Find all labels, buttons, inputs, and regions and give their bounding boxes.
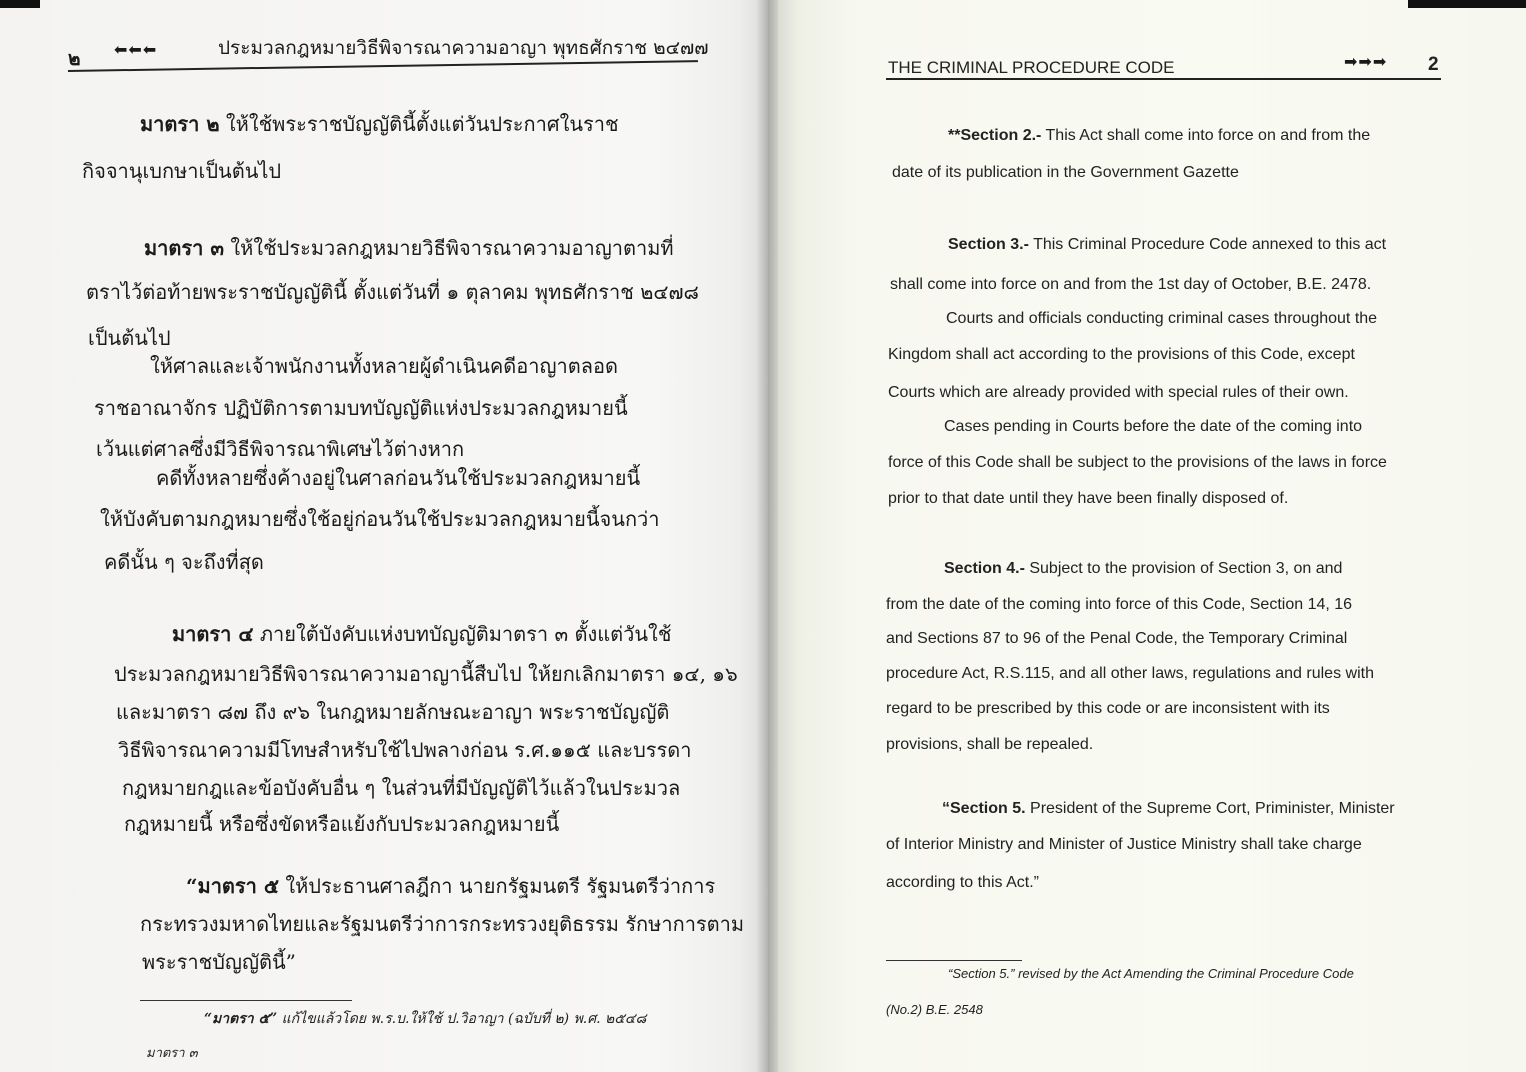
section-4-line-6: provisions, shall be repealed. [886, 736, 1094, 753]
section-label: Section 3.- [948, 236, 1029, 253]
section-4-line-5: regard to be prescribed by this code or are inconsistent with its [886, 700, 1330, 717]
section-4-line-4: procedure Act, R.S.115, and all other laws, regulations and rules with [886, 665, 1374, 682]
section-3-line-3: เป็นต้นไป [88, 326, 171, 350]
section-3-line-1 [144, 232, 674, 264]
section-4-line-1 [944, 560, 1342, 578]
footnote [204, 1008, 646, 1030]
section-text: ให้ประธานศาลฎีกา นายกรัฐมนตรี รัฐมนตรีว่าการ [285, 874, 716, 898]
left-arrows-icon: ⬅⬅⬅ [114, 40, 158, 59]
section-4-line-2: ประมวลกฎหมายวิธีพิจารณาความอาญานี้สืบไป ให้ยกเลิกมาตรา ๑๔, ๑๖ [114, 662, 738, 686]
section-text: President of the Supreme Cort, Priminister, Minister [1030, 800, 1395, 817]
footer-text: มาตรา ๓ [146, 1046, 198, 1061]
section-5-line-1 [186, 870, 715, 902]
book-spine-shadow [756, 0, 778, 1072]
section-4-line-1 [172, 618, 671, 650]
section-4-line-4: วิธีพิจารณาความมีโทษสำหรับใช้ไปพลางก่อน ร.ศ.๑๑๕ และบรรดา [118, 738, 692, 762]
section-3-para-3-line-2: force of this Code shall be subject to the provisions of the laws in force [888, 454, 1387, 471]
section-3-para-3-line-1: Cases pending in Courts before the date of the coming into [944, 418, 1363, 435]
footnote-rule [886, 960, 1022, 961]
section-3-para-2-line-3: Courts which are already provided with special rules of their own. [888, 384, 1349, 401]
right-page-english [768, 0, 1526, 1072]
section-text: This Criminal Procedure Code annexed to this act [1033, 236, 1387, 253]
section-5-line-1 [942, 800, 1395, 818]
section-4-line-3: และมาตรา ๘๗ ถึง ๙๖ ในกฎหมายลักษณะอาญา พระราชบัญญัติ [116, 700, 670, 724]
section-text: This Act shall come into force on and from the [1045, 127, 1371, 144]
section-4-line-5: กฎหมายกฎและข้อบังคับอื่น ๆ ในส่วนที่มีบัญญัติไว้แล้วในประมวล [122, 776, 681, 800]
section-3-line-1 [948, 236, 1386, 254]
section-3-para-3-line-3: prior to that date until they have been finally disposed of. [888, 490, 1289, 507]
section-3-para-2-line-2: ราชอาณาจักร ปฏิบัติการตามบทบัญญัติแห่งประมวลกฎหมายนี้ [94, 396, 628, 420]
section-label: “มาตรา ๕ [186, 874, 279, 898]
section-5-line-2: of Interior Ministry and Minister of Justice Ministry shall take charge [886, 836, 1362, 853]
section-label: “Section 5. [942, 800, 1026, 817]
section-2-line-2: กิจจานุเบกษาเป็นต้นไป [82, 159, 282, 183]
section-3-para-2-line-1: Courts and officials conducting criminal cases throughout the [946, 310, 1378, 327]
section-3-para-2-line-1: ให้ศาลและเจ้าพนักงานทั้งหลายผู้ดำเนินคดีอาญาตลอด [150, 354, 619, 378]
footnote-line-1: “Section 5.” revised by the Act Amending the Criminal Procedure Code [948, 966, 1354, 981]
top-edge-mark [1408, 0, 1526, 8]
section-text: ให้ใช้พระราชบัญญัตินี้ตั้งแต่วันประกาศในราช [225, 112, 619, 136]
section-3-line-2: shall come into force on and from the 1st day of October, B.E. 2478. [890, 276, 1372, 293]
section-label: มาตรา ๒ [140, 112, 220, 136]
section-label: **Section 2.- [948, 127, 1042, 144]
section-3-para-2-line-3: เว้นแต่ศาลซึ่งมีวิธีพิจารณาพิเศษไว้ต่างหาก [96, 437, 465, 461]
section-4-line-3: and Sections 87 to 96 of the Penal Code, the Temporary Criminal [886, 630, 1348, 647]
top-edge-mark [0, 0, 40, 8]
section-3-para-2-line-2: Kingdom shall act according to the provisions of this Code, except [888, 346, 1355, 363]
page-number: 2 [1428, 54, 1439, 75]
footnote-text: แก้ไขแล้วโดย พ.ร.บ.ให้ใช้ ป.วิอาญา (ฉบับที่ ๒) พ.ศ. ๒๕๔๘ [281, 1011, 647, 1027]
section-label: มาตรา ๓ [144, 236, 225, 260]
header-rule [886, 78, 1441, 80]
running-header-title: THE CRIMINAL PROCEDURE CODE [888, 58, 1175, 77]
footnote-line-2: (No.2) B.E. 2548 [886, 1002, 983, 1017]
section-3-para-3-line-3: คดีนั้น ๆ จะถึงที่สุด [104, 550, 264, 574]
running-header-title: ประมวลกฎหมายวิธีพิจารณาความอาญา พุทธศักราช ๒๔๗๗ [218, 37, 709, 59]
section-3-line-2: ตราไว้ต่อท้ายพระราชบัญญัตินี้ ตั้งแต่วันที่ ๑ ตุลาคม พุทธศักราช ๒๔๗๘ [86, 280, 699, 304]
right-arrows-icon: ➡➡➡ [1344, 52, 1388, 71]
footnote-rule [140, 1000, 352, 1001]
section-2-line-1 [140, 108, 619, 140]
page-number: ๒ [68, 48, 81, 70]
section-4-line-6: กฎหมายนี้ หรือซึ่งขัดหรือแย้งกับประมวลกฎหมายนี้ [124, 812, 560, 836]
section-3-para-3-line-1: คดีทั้งหลายซึ่งค้างอยู่ในศาลก่อนวันใช้ประมวลกฎหมายนี้ [156, 466, 641, 490]
section-2-line-2: date of its publication in the Government Gazette [892, 164, 1239, 181]
section-4-line-2: from the date of the coming into force of this Code, Section 14, 16 [886, 596, 1353, 613]
section-text: ให้ใช้ประมวลกฎหมายวิธีพิจารณาความอาญาตามที่ [230, 236, 674, 260]
section-3-para-3-line-2: ให้บังคับตามกฎหมายซึ่งใช้อยู่ก่อนวันใช้ประมวลกฎหมายนี้จนกว่า [100, 507, 660, 531]
section-5-line-2: กระทรวงมหาดไทยและรัฐมนตรีว่าการกระทรวงยุติธรรม รักษาการตาม [140, 912, 745, 936]
section-5-line-3: พระราชบัญญัตินี้” [142, 950, 296, 974]
section-label: Section 4.- [944, 560, 1025, 577]
section-2-line-1 [948, 127, 1370, 145]
section-text: Subject to the provision of Section 3, on and [1029, 560, 1343, 577]
section-5-line-3: according to this Act.” [886, 874, 1039, 891]
footnote-label: “มาตรา ๕” [204, 1011, 278, 1027]
section-label: มาตรา ๔ [172, 622, 254, 646]
section-text: ภายใต้บังคับแห่งบทบัญญัติมาตรา ๓ ตั้งแต่วันใช้ [259, 622, 672, 646]
